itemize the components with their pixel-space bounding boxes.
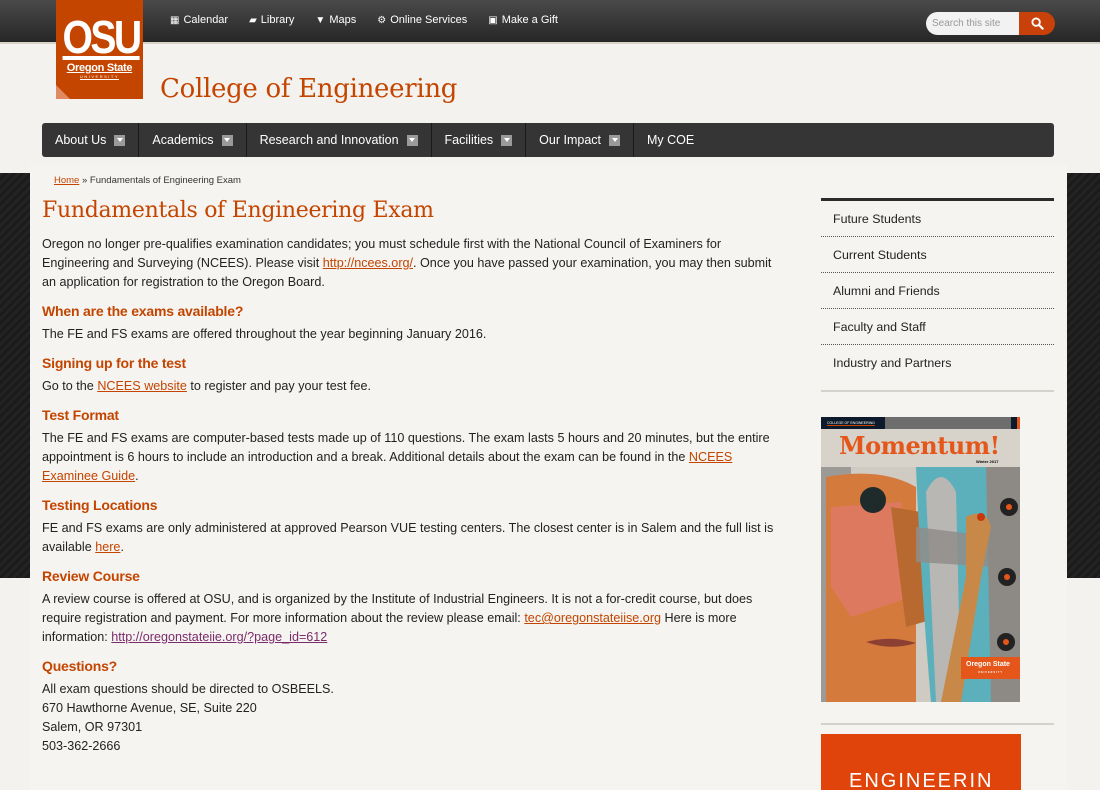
online-services-link[interactable]: ⚙ Online Services	[377, 14, 468, 26]
audience-sidebar	[821, 198, 1054, 392]
section-heading: Signing up for the test	[42, 355, 186, 371]
search-icon	[1031, 17, 1044, 30]
sidebar-item-industry-and-partners[interactable]: Industry and Partners	[833, 356, 952, 370]
section-heading: Testing Locations	[42, 497, 158, 513]
intro-paragraph: Oregon no longer pre-qualifies examination candidates; you must schedule first with the National Council of Examiners for Engineering and Surveying (NCEES). Please visit http://ncees.org/. Once you have passed your examination, you may then submit an application for registration to the Oregon Board.	[42, 237, 772, 289]
article	[42, 198, 782, 756]
sidebar-bottom-rule	[821, 390, 1054, 392]
nav-research-and-innovation[interactable]: Research and Innovation	[247, 123, 432, 157]
search-button[interactable]	[1019, 12, 1055, 35]
momentum-magazine-cover[interactable]: COLLEGE OF ENGINEERING Momentum! Winter 2017 Oregon State UNIVERSITY	[821, 417, 1020, 702]
section-heading: Test Format	[42, 407, 119, 423]
map-marker-icon: ▼	[315, 14, 326, 26]
gears-icon: ⚙	[377, 14, 387, 26]
review-email-link[interactable]: tec@oregonstateiise.org	[524, 611, 662, 625]
nav-about-us[interactable]: About Us	[42, 123, 139, 157]
sidebar-divider	[821, 723, 1054, 725]
decorative-strip-left	[0, 173, 30, 578]
testing-locations-here-link[interactable]: here	[95, 540, 121, 554]
calendar-icon: ▦	[170, 14, 180, 26]
sidebar-item-current-students[interactable]: Current Students	[821, 237, 1054, 273]
dropdown-arrow-icon[interactable]	[407, 135, 418, 146]
section-text: The FE and FS exams are offered throughout the year beginning January 2016.	[42, 327, 487, 341]
magazine-header-bar: COLLEGE OF ENGINEERING	[821, 417, 1020, 429]
page-title: Fundamentals of Engineering Exam	[42, 198, 434, 223]
main-navigation	[42, 123, 1054, 157]
ncees-org-link[interactable]: http://ncees.org/	[322, 256, 414, 270]
utility-links	[170, 14, 579, 26]
osu-badge: Oregon State UNIVERSITY	[961, 657, 1020, 679]
nav-my-coe[interactable]: My COE	[647, 133, 695, 147]
decorative-strip-right	[1067, 173, 1100, 578]
osu-logo[interactable]: OSU Oregon State UNIVERSITY	[56, 0, 143, 99]
library-link[interactable]: ▰ Library	[249, 14, 295, 26]
dropdown-arrow-icon[interactable]	[222, 135, 233, 146]
section-heading: When are the exams available?	[42, 303, 244, 319]
engineering-promo-tile[interactable]: ENGINEERIN	[821, 734, 1021, 790]
sidebar-item-alumni-and-friends[interactable]: Alumni and Friends	[821, 273, 1054, 309]
dropdown-arrow-icon[interactable]	[609, 135, 620, 146]
book-icon: ▰	[249, 14, 257, 26]
logo-fold	[56, 85, 70, 99]
site-search	[926, 12, 1055, 35]
sidebar-item-faculty-and-staff[interactable]: Faculty and Staff	[821, 309, 1054, 345]
top-utility-bar	[0, 0, 1100, 44]
site-title[interactable]: College of Engineering	[160, 74, 458, 104]
nav-our-impact[interactable]: Our Impact	[526, 123, 634, 157]
make-a-gift-link[interactable]: ▣ Make a Gift	[488, 14, 558, 26]
section-text: Go to the NCEES website to register and pay your test fee.	[42, 379, 372, 393]
maps-link[interactable]: ▼ Maps	[315, 14, 357, 26]
breadcrumb: Home » Fundamentals of Engineering Exam	[54, 175, 241, 186]
breadcrumb-home-link[interactable]: Home	[54, 175, 80, 186]
dropdown-arrow-icon[interactable]	[114, 135, 125, 146]
calendar-link[interactable]: ▦ Calendar	[170, 14, 229, 26]
dropdown-arrow-icon[interactable]	[501, 135, 512, 146]
section-text: FE and FS exams are only administered at approved Pearson VUE testing centers. The closest center is in Salem and the full list is available here.	[42, 521, 774, 554]
gift-icon: ▣	[488, 14, 498, 26]
nav-facilities[interactable]: Facilities	[432, 123, 527, 157]
contact-address: All exam questions should be directed to OSBEELS. 670 Hawthorne Avenue, SE, Suite 220 Salem, OR 97301 503-362-2666	[42, 682, 334, 753]
section-heading: Review Course	[42, 568, 140, 584]
sidebar-item-future-students[interactable]: Future Students	[821, 201, 1054, 237]
section-text: A review course is offered at OSU, and is organized by the Institute of Industrial Engineers. It is not a for-credit course, but does require registration and payment. For more information about the review please email: tec@oregonstateiise.org Here is more information: http://oregonstateiie.org/?page_id=612	[42, 592, 753, 644]
section-heading: Questions?	[42, 658, 118, 674]
search-input[interactable]	[926, 12, 1019, 35]
ncees-website-link[interactable]: NCEES website	[97, 379, 187, 393]
section-text: The FE and FS exams are computer-based tests made up of 110 questions. The exam lasts 5 hours and 20 minutes, but the entire appointment is 6 hours to include an introduction and a break. Additional details about the exam can be found in the NCEES Examinee Guide.	[42, 431, 770, 483]
nav-academics[interactable]: Academics	[139, 123, 246, 157]
review-info-link[interactable]: http://oregonstateiie.org/?page_id=612	[111, 630, 328, 644]
ncees-examinee-guide-link[interactable]: NCEES Examinee Guide	[42, 450, 733, 483]
breadcrumb-current: Fundamentals of Engineering Exam	[89, 175, 241, 186]
